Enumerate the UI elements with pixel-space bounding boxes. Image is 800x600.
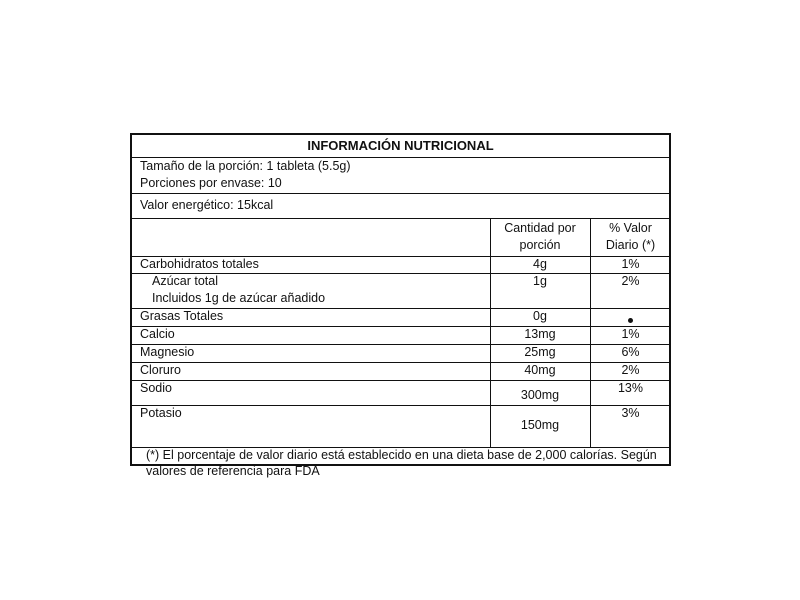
nutrient-name: Magnesio bbox=[140, 345, 195, 359]
nutrient-quantity: 4g bbox=[533, 257, 547, 271]
serving-section bbox=[132, 157, 669, 194]
nutrient-quantity: 13mg bbox=[524, 327, 556, 341]
column-divider bbox=[490, 218, 491, 447]
nutrient-name: Cloruro bbox=[140, 363, 181, 377]
nutrient-quantity: 1g bbox=[533, 274, 547, 288]
nutrient-daily-value: 6% bbox=[621, 345, 640, 359]
footnote-section bbox=[132, 447, 669, 478]
table-header bbox=[132, 218, 669, 257]
nutrient-name: Azúcar total bbox=[152, 274, 219, 288]
daily-value-column-header: % Valor Diario (*) bbox=[605, 221, 656, 252]
nutrient-daily-value: 13% bbox=[617, 381, 644, 395]
nutrient-name: Calcio bbox=[140, 327, 175, 341]
nutrient-quantity: 25mg bbox=[524, 345, 556, 359]
quantity-column-header: Cantidad por porción bbox=[504, 221, 576, 252]
label-title: INFORMACIÓN NUTRICIONAL bbox=[132, 135, 669, 158]
footnote: (*) El porcentaje de valor diario está establecido en una dieta base de 2,000 calorías. Según valores de referencia para FDA bbox=[146, 448, 657, 478]
energy-value: Valor energético: 15kcal bbox=[140, 198, 274, 212]
nutrient-subtext: Incluidos 1g de azúcar añadido bbox=[152, 291, 326, 305]
energy-section bbox=[132, 193, 669, 219]
table-row bbox=[132, 344, 669, 363]
column-divider bbox=[590, 218, 591, 447]
nutrient-daily-value: 2% bbox=[621, 363, 640, 377]
nutrient-quantity: 150mg bbox=[520, 418, 560, 432]
nutrient-daily-value: 2% bbox=[621, 274, 640, 288]
table-row bbox=[132, 273, 669, 309]
nutrient-name: Carbohidratos totales bbox=[140, 257, 259, 271]
nutrient-daily-value: 3% bbox=[621, 406, 640, 420]
table-row bbox=[132, 380, 669, 406]
table-row bbox=[132, 362, 669, 381]
servings-per-container: Porciones por envase: 10 bbox=[140, 176, 282, 190]
nutrient-name: Grasas Totales bbox=[140, 309, 224, 323]
bullet-icon bbox=[590, 310, 671, 327]
nutrient-daily-value: 1% bbox=[621, 327, 640, 341]
nutrient-name: Sodio bbox=[140, 381, 172, 395]
table-row bbox=[132, 405, 669, 448]
serving-size: Tamaño de la porción: 1 tableta (5.5g) bbox=[140, 159, 351, 173]
table-row bbox=[132, 308, 669, 327]
nutrient-name: Potasio bbox=[140, 406, 182, 420]
table-row bbox=[132, 256, 669, 274]
nutrient-quantity: 40mg bbox=[524, 363, 556, 377]
nutrition-label bbox=[130, 133, 671, 478]
nutrient-quantity: 300mg bbox=[520, 388, 560, 402]
nutrient-daily-value: 1% bbox=[621, 257, 640, 271]
table-row bbox=[132, 326, 669, 345]
nutrient-quantity: 0g bbox=[533, 309, 547, 323]
